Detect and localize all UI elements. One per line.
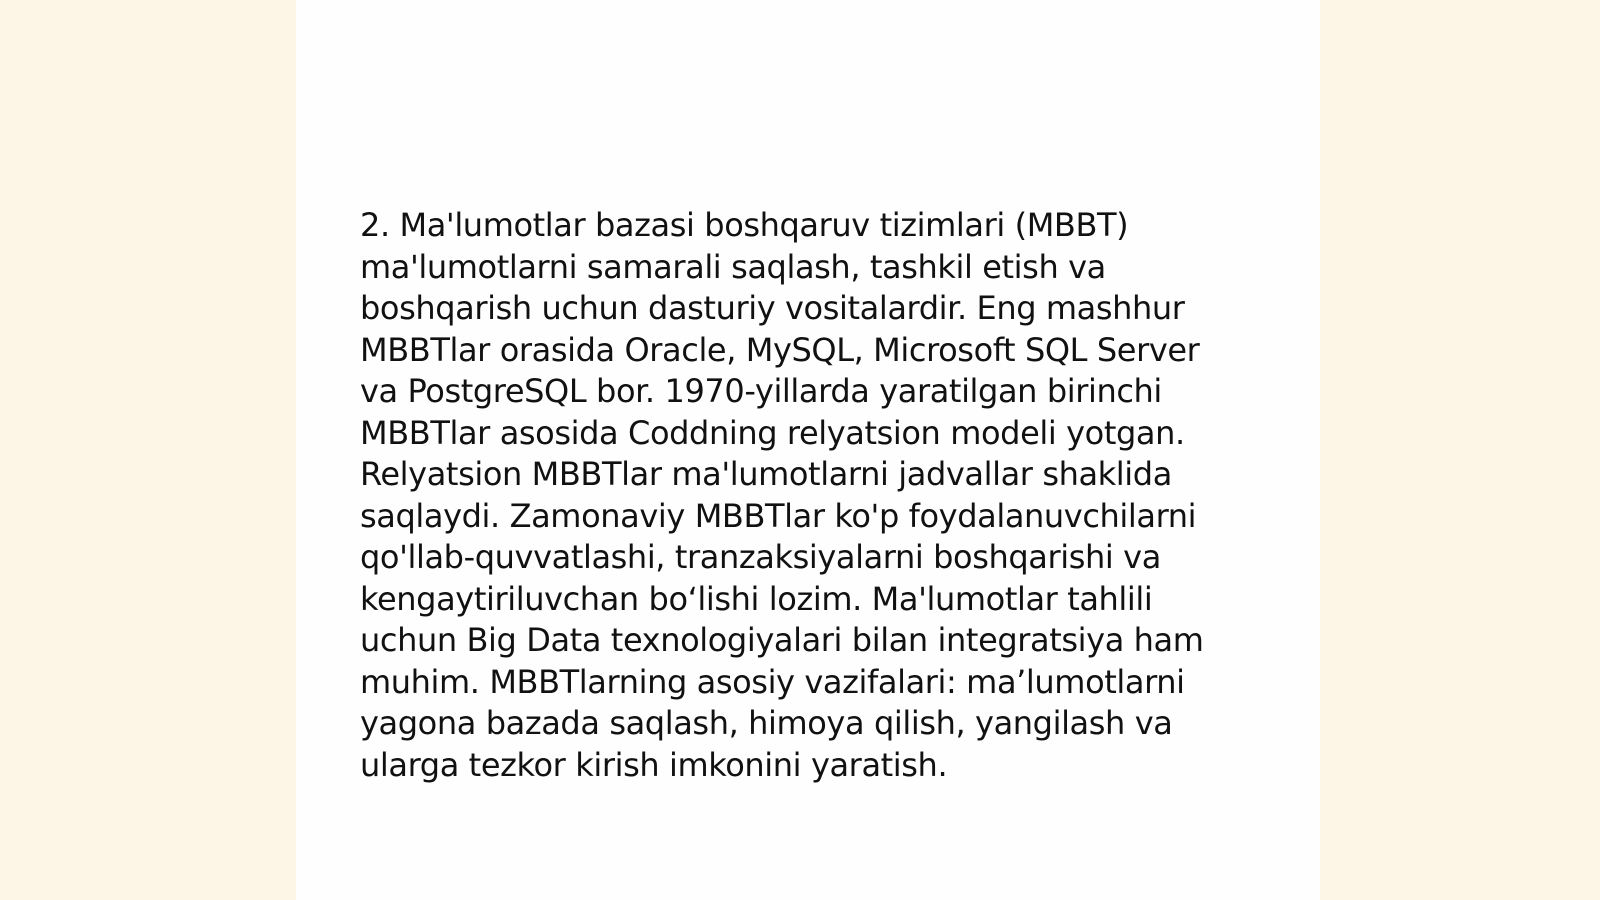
paragraph-line: MBBTlar asosida Coddning relyatsion modeli yotgan. (360, 413, 1185, 452)
paragraph-line: MBBTlar orasida Oracle, MySQL, Microsoft SQL Server (360, 330, 1200, 369)
paragraph-line: 2. Ma'lumotlar bazasi boshqaruv tizimlari (MBBT) (360, 206, 1129, 244)
paragraph-line: ma'lumotlarni samarali saqlash, tashkil etish va (360, 247, 1106, 286)
paragraph-line: muhim. MBBTlarning asosiy vazifalari: ma’lumotlarni (360, 662, 1185, 701)
paragraph-line: Relyatsion MBBTlar ma'lumotlarni jadvallar shaklida (360, 455, 1172, 493)
paragraph-line: yagona bazada saqlash, himoya qilish, yangilash va (360, 704, 1173, 742)
slide-page (296, 0, 1320, 900)
paragraph-line: uchun Big Data texnologiyalari bilan integratsiya ham (360, 621, 1204, 659)
paragraph-line: saqlaydi. Zamonaviy MBBTlar ko'p foydalanuvchilarni (360, 496, 1197, 535)
paragraph-line: qo'llab-quvvatlashi, tranzaksiyalarni boshqarishi va (360, 538, 1161, 576)
paragraph-line: kengaytiriluvchan bo‘lishi lozim. Ma'lumotlar tahlili (360, 579, 1153, 618)
paragraph-line: ularga tezkor kirish imkonini yaratish. (360, 745, 948, 784)
paragraph-line: va PostgreSQL bor. 1970-yillarda yaratilgan birinchi (360, 372, 1162, 410)
paragraph-line: boshqarish uchun dasturiy vositalardir. Eng mashhur (360, 289, 1185, 327)
body-paragraph (360, 205, 1260, 786)
